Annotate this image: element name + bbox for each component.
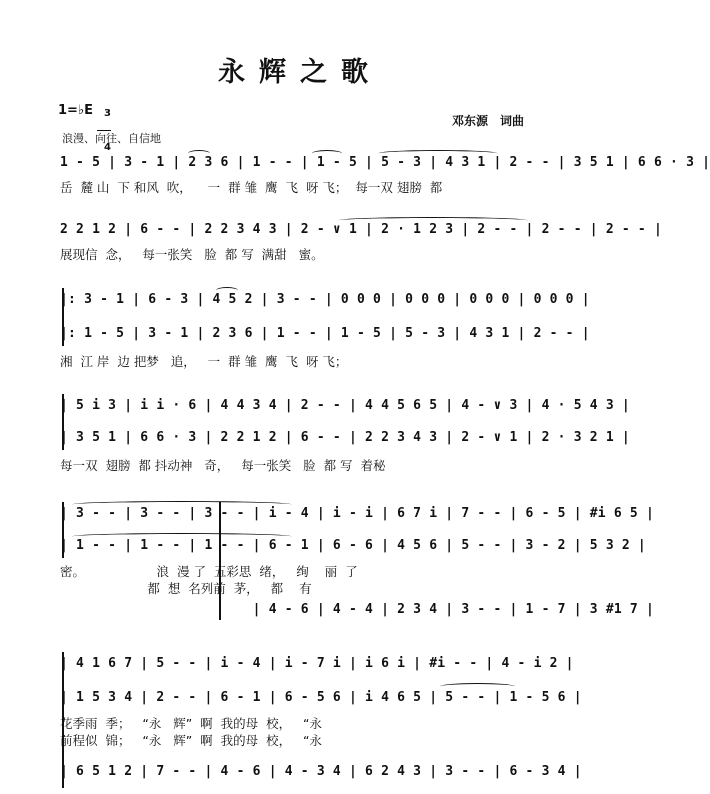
score-line: | 4 1 6 7 | 5 - - | i - 4 | i - 7 i | i 6 i | #i - - | 4 - i 2 |	[60, 656, 574, 671]
lyric-line: 展现信 念， 每一张笑 脸 都 写 满甜 蜜。	[60, 247, 324, 262]
score-line: 2 2 1 2 | 6 - - | 2 2 3 4 3 | 2 - ∨ 1 | 2 · 1 2 3 | 2 - - | 2 - - | 2 - - |	[60, 222, 662, 237]
slur-mark	[216, 287, 238, 294]
score-line: | 6 5 1 2 | 7 - - | 4 - 6 | 4 - 3 4 | 6 2 4 3 | 3 - - | 6 - 3 4 |	[60, 764, 582, 779]
song-title: 永辉之歌	[218, 57, 382, 88]
lyric-line: 都 想 名列前 茅， 都 有	[60, 581, 312, 596]
meter-bottom: 4	[103, 142, 111, 153]
score-line: | 5 i 3 | i i · 6 | 4 4 3 4 | 2 - - | 4 4 5 6 5 | 4 - ∨ 3 | 4 · 5 4 3 |	[60, 398, 630, 413]
meter-top: 3	[103, 108, 111, 119]
score-line: | 3 5 1 | 6 6 · 3 | 2 2 1 2 | 6 - - | 2 2 3 4 3 | 2 - ∨ 1 | 2 · 3 2 1 |	[60, 430, 630, 445]
expression-mark: 浪漫、向往、自信地	[62, 132, 161, 145]
slur-mark	[440, 683, 515, 690]
slur-mark	[188, 150, 210, 157]
lyric-line: 每一双 翅膀 都 抖动神 奇， 每一张笑 脸 都 写 着秘	[60, 458, 386, 473]
score-line: |: 1 - 5 | 3 - 1 | 2 3 6 | 1 - - | 1 - 5 | 5 - 3 | 4 3 1 | 2 - - |	[60, 326, 590, 341]
slur-mark	[72, 533, 292, 540]
slur-mark	[378, 150, 498, 157]
lyric-line: 花季雨 季； “永 辉” 啊 我的母 校， “永	[60, 716, 322, 731]
score-line: 1 - 5 | 3 - 1 | 2 3 6 | 1 - - | 1 - 5 | 5 - 3 | 4 3 1 | 2 - - | 3 5 1 | 6 6 · 3 |	[60, 155, 710, 170]
composer-credit: 邓东源 词曲	[452, 114, 525, 128]
lyric-line: 密。 浪 漫 了 五彩思 绪， 绚 丽 了	[60, 564, 358, 579]
slur-mark	[312, 150, 342, 157]
key-signature: 1=♭E	[58, 103, 93, 118]
slur-mark	[338, 217, 528, 224]
score-line: |: 3 - 1 | 6 - 3 | 4 5 2 | 3 - - | 0 0 0 | 0 0 0 | 0 0 0 | 0 0 0 |	[60, 292, 590, 307]
lyric-line: 前程似 锦； “永 辉” 啊 我的母 校， “永	[60, 733, 322, 748]
score-line: | 3 - - | 3 - - | 3 - - | i - 4 | i - i | 6 7 i | 7 - - | 6 - 5 | #i 6 5 |	[60, 506, 654, 521]
lyric-line: 岳 麓 山 下 和风 吹， 一 群 雏 鹰 飞 呀 飞； 每一双 翅膀 都	[60, 180, 443, 195]
score-line: | 1 - - | 1 - - | 1 - - | 6 - 1 | 6 - 6 | 4 5 6 | 5 - - | 3 - 2 | 5 3 2 |	[60, 538, 646, 553]
score-line: | 1 5 3 4 | 2 - - | 6 - 1 | 6 - 5 6 | i 4 6 5 | 5 - - | 1 - 5 6 |	[60, 690, 582, 705]
lyric-line: 湘 江 岸 边 把梦 追， 一 群 雏 鹰 飞 呀 飞；	[60, 354, 348, 369]
score-line: | 4 - 6 | 4 - 4 | 2 3 4 | 3 - - | 1 - 7 | 3 #1 7 |	[60, 602, 654, 617]
slur-mark	[72, 501, 292, 508]
